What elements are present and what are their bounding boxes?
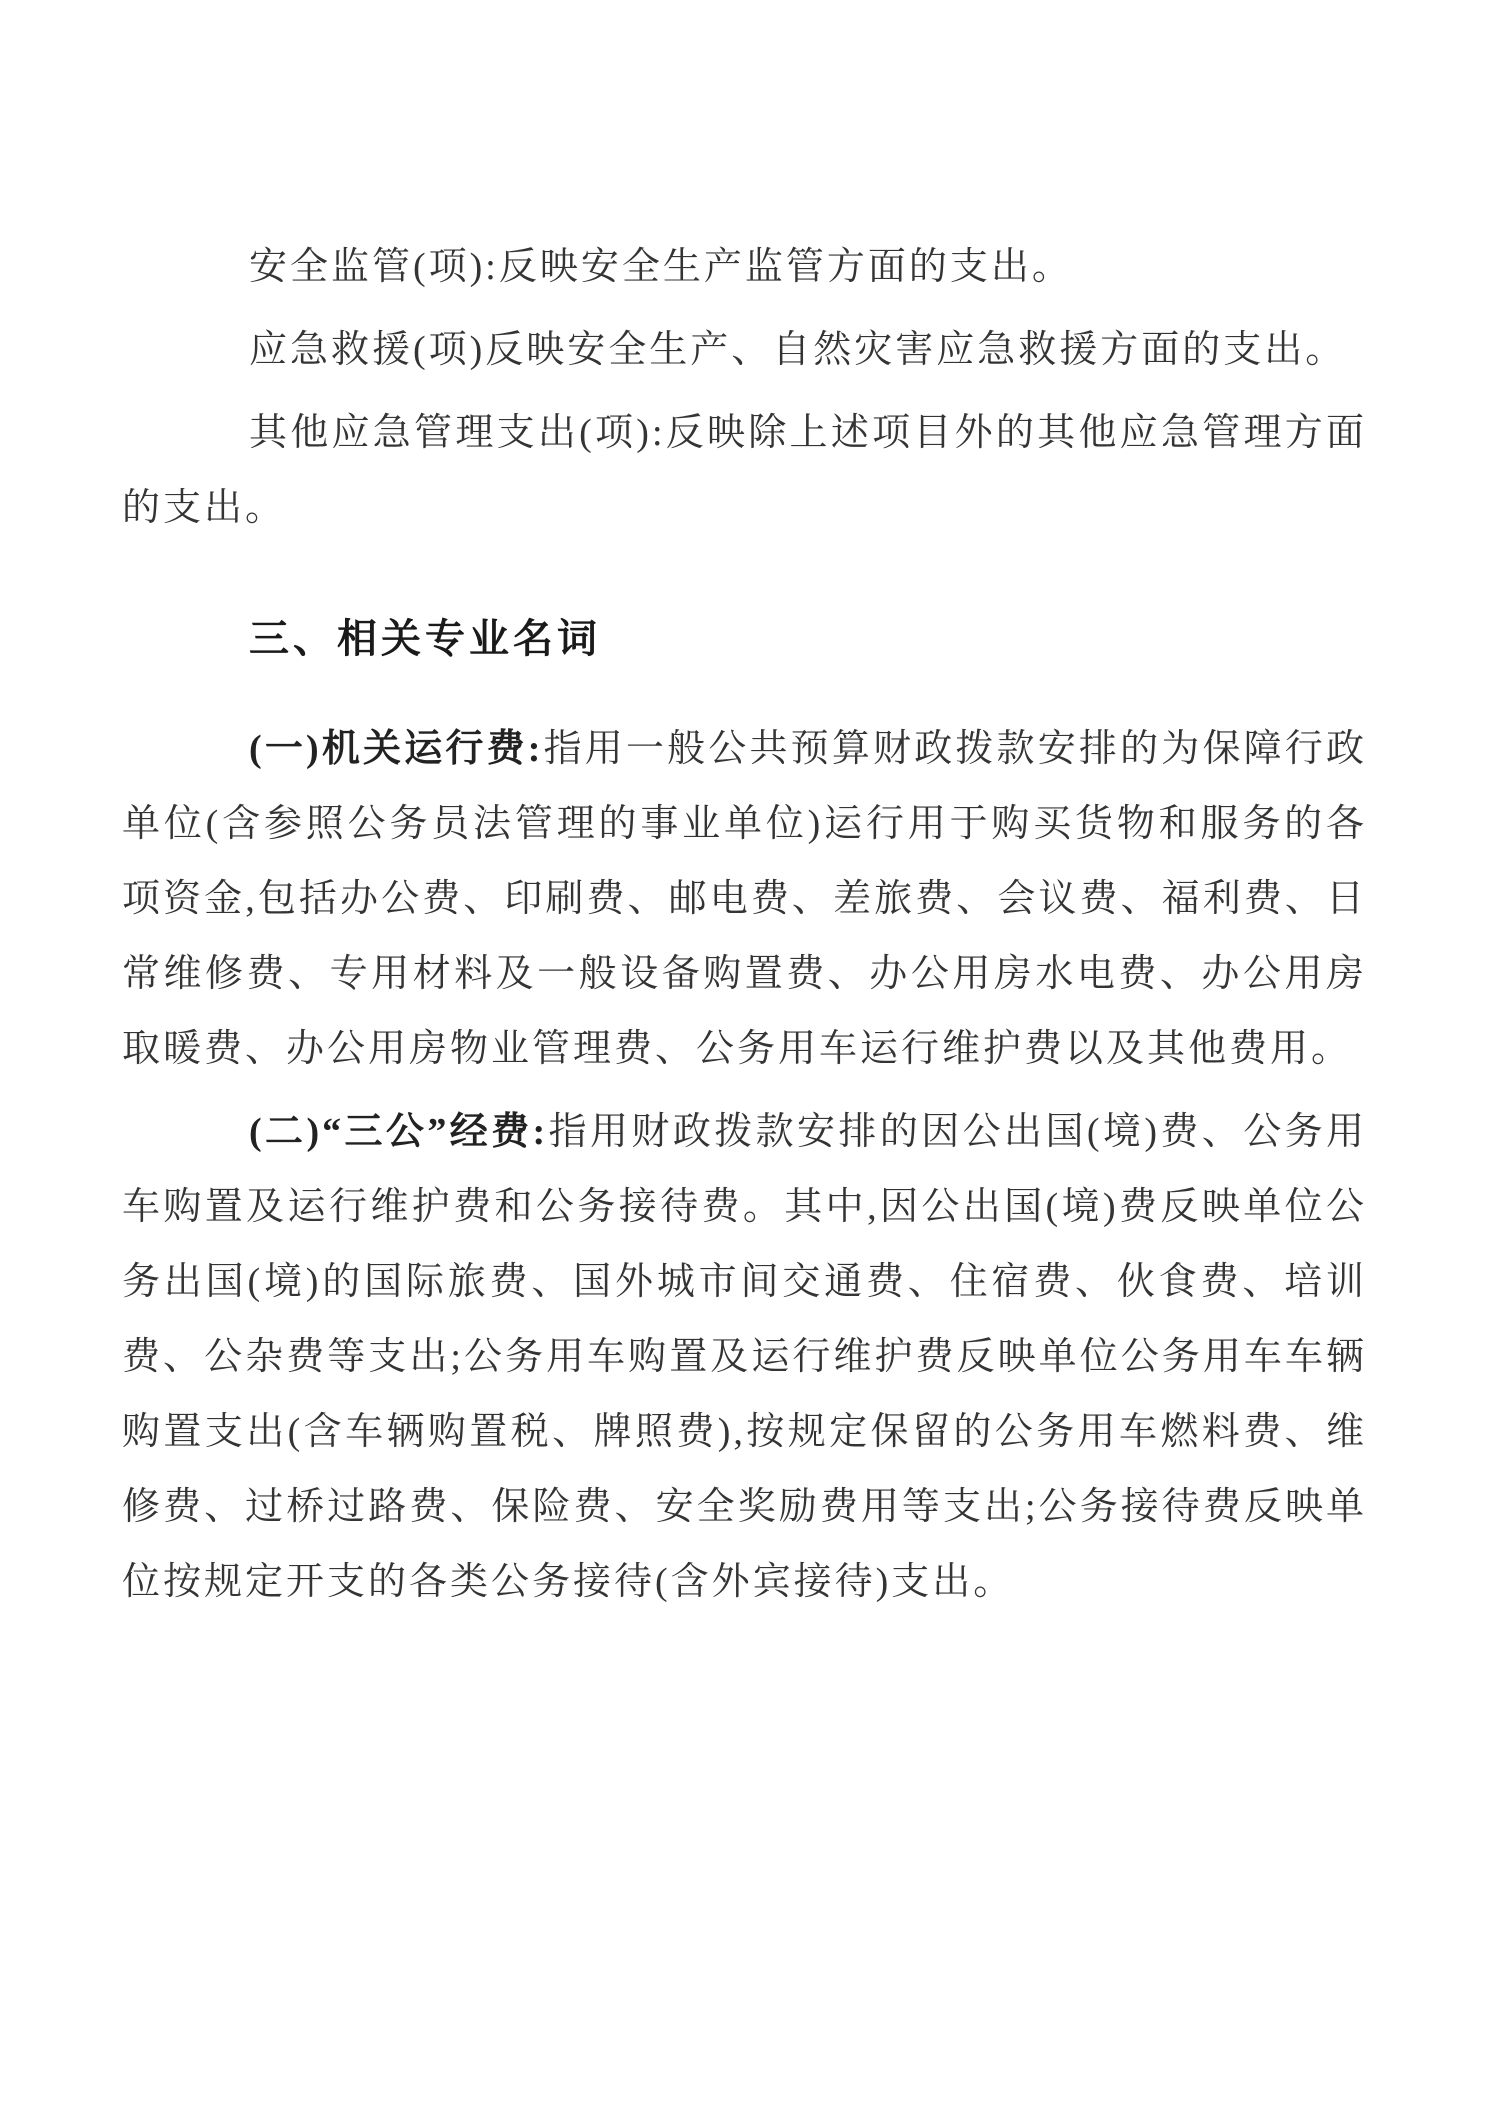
term-body-agency-operating-cost: 指用一般公共预算财政拨款安排的为保障行政单位(含参照公务员法管理的事业单位)运行用于购买货物和服务的各项资金,包括办公费、印刷费、邮电费、差旅费、会议费、福利费、日常维修费、专用材料及一般设备购置费、办公用房水电费、办公用房取暖费、办公用房物业管理费、公务用车运行维护费以及其他费用。 [122, 728, 1367, 1070]
term-lead-agency-operating-cost: (一)机关运行费: [249, 728, 544, 770]
paragraph-other-emergency-management: 其他应急管理支出(项):反映除上述项目外的其他应急管理方面的支出。 [122, 412, 1367, 529]
term-lead-three-public-expenses: (二)“三公”经费: [249, 1111, 549, 1153]
term-body-three-public-expenses: 指用财政拨款安排的因公出国(境)费、公务用车购置及运行维护费和公务接待费。其中,因公出国(境)费反映单位公务出国(境)的国际旅费、国外城市间交通费、住宿费、伙食费、培训费、公杂费等支出;公务用车购置及运行维护费反映单位公务用车车辆购置支出(含车辆购置税、牌照费),按规定保留的公务用车燃料费、维修费、过桥过路费、保险费、安全奖励费用等支出;公务接待费反映单位按规定开支的各类公务接待(含外宾接待)支出。 [122, 1111, 1367, 1603]
paragraph-term-three-public-expenses [122, 1095, 1367, 1620]
paragraph-term-agency-operating-cost [122, 712, 1367, 1087]
section-heading-related-terms: 三、相关专业名词 [249, 617, 601, 661]
paragraph-emergency-rescue: 应急救援(项)反映安全生产、自然灾害应急救援方面的支出。 [249, 329, 1347, 371]
paragraph-safety-supervision: 安全监管(项):反映安全生产监管方面的支出。 [249, 246, 1073, 288]
